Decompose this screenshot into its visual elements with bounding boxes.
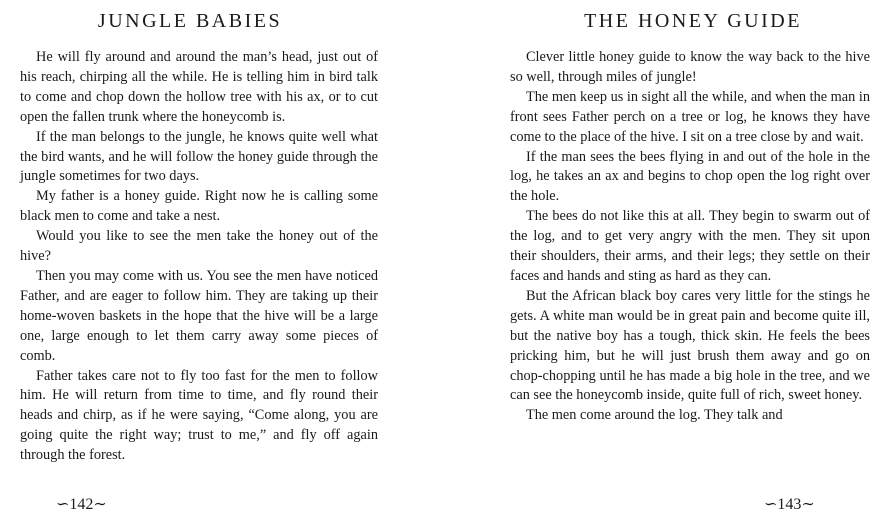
paragraph: The men keep us in sight all the while, and when the man in front sees Father perch on a tree or log, he knows they have come to the place of the hive. I sit on a tree close by and wait. [510, 88, 870, 145]
paragraph: Then you may come with us. You see the men have noticed Father, and are eager to follow him. They are taking up their home-woven baskets in the hope that the hive will be a large one, large enough to let them carry away some pieces of comb. [20, 267, 378, 364]
body-text [510, 48, 870, 426]
paragraph: Father takes care not to fly too fast for the men to follow him. He will return from time to time, and fly round their heads and chirp, as if he were saying, “Come along, you are going quite the right way; trust to me,” and fly off again through the forest. [20, 367, 378, 464]
right-page [506, 0, 880, 524]
paragraph: The men come around the log. They talk and [526, 407, 783, 424]
paragraph: Clever little honey guide to know the way back to the hive so well, through miles of jungle! [510, 49, 870, 85]
running-head: JUNGLE BABIES [97, 10, 283, 32]
paragraph: He will fly around and around the man’s head, just out of his reach, chirping all the while. He is telling him in bird talk to come and chop down the hollow tree with his ax, or to cut open the fallen trunk where the honeycomb is. [20, 49, 378, 125]
page-number: ∽143∼ [764, 496, 815, 513]
paragraph: My father is a honey guide. Right now he is calling some black men to come and take a nest. [20, 188, 378, 225]
paragraph: If the man sees the bees flying in and out of the hole in the log, he takes an ax and begins to chop open the log right over the hole. [510, 148, 870, 205]
paragraph: The bees do not like this at all. They begin to swarm out of the log, and to get very angry with the men. They sit upon their shoulders, their arms, and their legs; they settle on their faces and hands and sting as hard as they can. [510, 208, 870, 284]
page-number: ∽142∼ [56, 496, 107, 513]
paragraph: But the African black boy cares very little for the stings he gets. A white man would be in great pain and become quite ill, but the native boy has a tough, thick skin. He feels the bees pricking him, but he will just brush them away and go on chop-chopping until he has made a big hole in the tree, and we can see the honeycomb inside, quite full of rich, sweet honey. [510, 287, 870, 404]
left-page [0, 0, 380, 524]
paragraph: If the man belongs to the jungle, he knows quite well what the bird wants, and he will follow the honey guide through the jungle sometimes for two days. [20, 128, 378, 185]
running-head: THE HONEY GUIDE [584, 10, 802, 32]
paragraph: Would you like to see the men take the honey out of the hive? [20, 228, 378, 265]
body-text [20, 48, 378, 466]
